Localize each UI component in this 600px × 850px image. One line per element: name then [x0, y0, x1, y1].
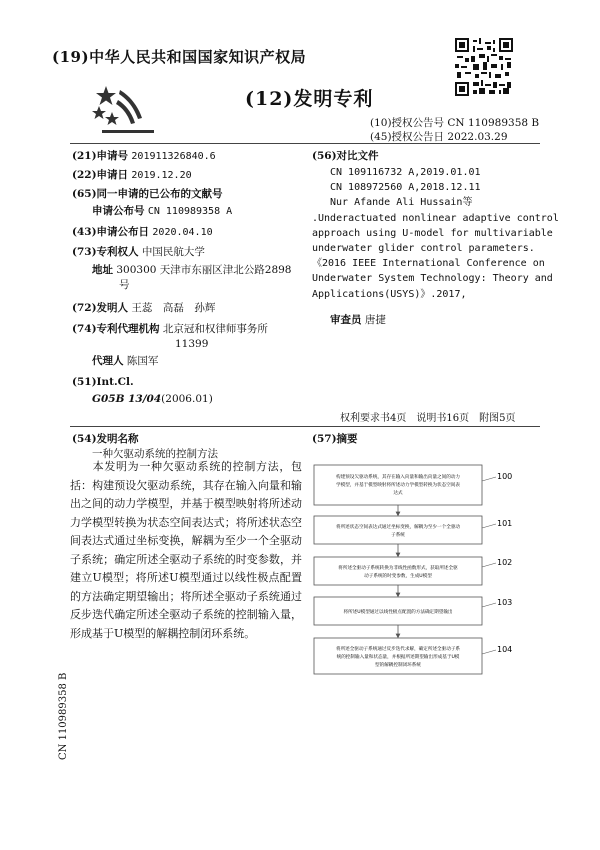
references-label: (56)对比文件	[312, 150, 379, 162]
agent	[92, 354, 158, 368]
agency	[72, 322, 268, 336]
side-number-text: CN 110989358 B	[58, 672, 69, 760]
reference-line: Applications(USYS)》.2017,	[312, 288, 467, 300]
examiner	[330, 313, 386, 327]
step-text: 将所述状态空间表达式通过坐标变换，解耦为至少一个全驱动	[335, 525, 461, 530]
step-number: 102	[497, 558, 513, 567]
address	[92, 263, 292, 277]
examiner-label: 审查员	[330, 314, 362, 326]
app-no-value: 201911326840.6	[131, 151, 216, 162]
app-date-label: (22)申请日	[72, 169, 129, 181]
app-date-value: 2019.12.20	[131, 170, 192, 181]
step-number: 103	[497, 598, 513, 607]
step-text: 达式	[393, 491, 403, 496]
step-text: 构建预设欠驱动系统，其存在输入向量和输出向量之间的动力	[335, 475, 461, 480]
pub-date-value: 2020.04.10	[152, 227, 213, 238]
invention-title: 一种欠驱动系统的控制方法	[92, 448, 218, 460]
step-text: 子系统	[391, 533, 405, 538]
abstract-label: (57)摘要	[312, 433, 358, 445]
reference-line: .Underactuated nonlinear adaptive control	[312, 212, 559, 224]
step-number: 100	[497, 472, 513, 481]
flow-step-104	[314, 638, 512, 674]
cnipa-logo	[92, 86, 154, 136]
reference-line: CN 108972560 A,2018.12.11	[330, 182, 481, 194]
intcl-label: (51)Int.Cl.	[72, 376, 134, 388]
abstract-text	[70, 458, 302, 643]
document-type: (12)发明专利	[245, 88, 374, 110]
intcl-classification	[92, 392, 213, 406]
abstract-body: 本发明为一种欠驱动系统的控制方法，包括：构建预设欠驱动系统，其存在输入向量和输出之间的动力学模型，并基于模型映射将所述动力学模型转换为状态空间表达式；将所述状态空间表达式通过坐标变换，解耦为至少一个全驱动子系统；确定所述全驱动子系统的时变参数，并建立U模型；将所述U模型通过以线性极点配置的方法确定期望输出；将所述全驱动子系统通过反步迭代确定所述全驱动子系统的控制输入量，形成基于U模型的解耦控制闭环系统。	[70, 460, 302, 640]
agent-value: 陈国军	[126, 355, 159, 367]
flowchart	[300, 455, 540, 710]
intcl-code: G05B 13/04	[92, 393, 162, 405]
publication-date	[72, 225, 213, 240]
agent-label: 代理人	[92, 355, 124, 367]
step-text: 型的解耦控制闭环系统	[375, 663, 421, 668]
header-rule	[70, 143, 540, 144]
examiner-value: 唐捷	[364, 314, 386, 326]
address-line2: 号	[119, 279, 130, 291]
address-value: 300300 天津市东丽区津北公路2898	[116, 264, 292, 276]
application-number	[72, 149, 216, 164]
flow-step-100	[314, 465, 512, 505]
app-no-label: (21)申请号	[72, 150, 129, 162]
step-text: 动子系统的时变参数，生成U模型	[364, 574, 432, 579]
address-label: 地址	[92, 264, 113, 276]
patentee-label: (73)专利权人	[72, 246, 139, 258]
flow-step-103	[314, 597, 512, 625]
flow-step-102	[314, 557, 512, 585]
agency-label: (74)专利代理机构	[72, 323, 160, 335]
reference-line: 《2016 IEEE International Conference on	[312, 258, 545, 270]
grant-publication-date: (45)授权公告日 2022.03.29	[370, 131, 508, 143]
publication-number	[92, 204, 232, 219]
grant-publication-number: (10)授权公告号 CN 110989358 B	[370, 117, 540, 129]
agency-value: 北京冠和权律师事务所	[162, 323, 268, 335]
qr-code	[455, 38, 513, 96]
title-label: (54)发明名称	[72, 433, 139, 445]
inventor-value: 王蕊 高磊 孙辉	[131, 302, 216, 314]
flow-step-101	[314, 516, 512, 544]
references-list	[312, 165, 559, 302]
reference-line: underwater glider control parameters.	[312, 243, 535, 255]
pub-no-label: 申请公布号	[92, 205, 145, 217]
step-text: 学模型，并基于模型映射将所述动力学模型转换为状态空间表	[335, 483, 461, 488]
reference-line: CN 109116732 A,2019.01.01	[330, 167, 481, 178]
agency-code: 11399	[175, 338, 209, 350]
reference-line: Nur Afande Ali Hussain等	[330, 197, 473, 209]
inventors	[72, 301, 215, 315]
office-title: (19)中华人民共和国国家知识产权局	[52, 48, 307, 66]
side-patent-number	[46, 610, 69, 760]
patentee-value: 中国民航大学	[141, 246, 205, 258]
patentee	[72, 245, 205, 259]
step-number: 101	[497, 519, 513, 528]
pub-no-value: CN 110989358 A	[147, 206, 233, 217]
step-text: 将所述全驱动子系统转换为非线性函数形式，获取所述全驱	[338, 566, 458, 571]
step-text: 将所述U模型通过以线性极点配置的方法确定期望输出	[343, 610, 453, 615]
step-text: 将所述全驱动子系统通过反步迭代求解，确定所述全驱动子系	[335, 647, 461, 652]
same-application-label: (65)同一申请的已公布的文献号	[72, 188, 223, 200]
inventor-label: (72)发明人	[72, 302, 129, 314]
reference-line: approach using U-model for multivariable	[312, 227, 553, 239]
application-date	[72, 168, 192, 183]
step-number: 104	[497, 645, 513, 654]
pub-date-label: (43)申请公布日	[72, 226, 150, 238]
pages-info: 权利要求书4页 说明书16页 附图5页	[340, 413, 516, 424]
intcl-year: (2006.01)	[161, 393, 213, 405]
step-text: 统的控制输入量和状态量，并根据所述期望输出形成基于U模	[336, 655, 460, 660]
reference-line: Underwater System Technology: Theory and	[312, 273, 553, 285]
section-rule	[70, 426, 540, 427]
